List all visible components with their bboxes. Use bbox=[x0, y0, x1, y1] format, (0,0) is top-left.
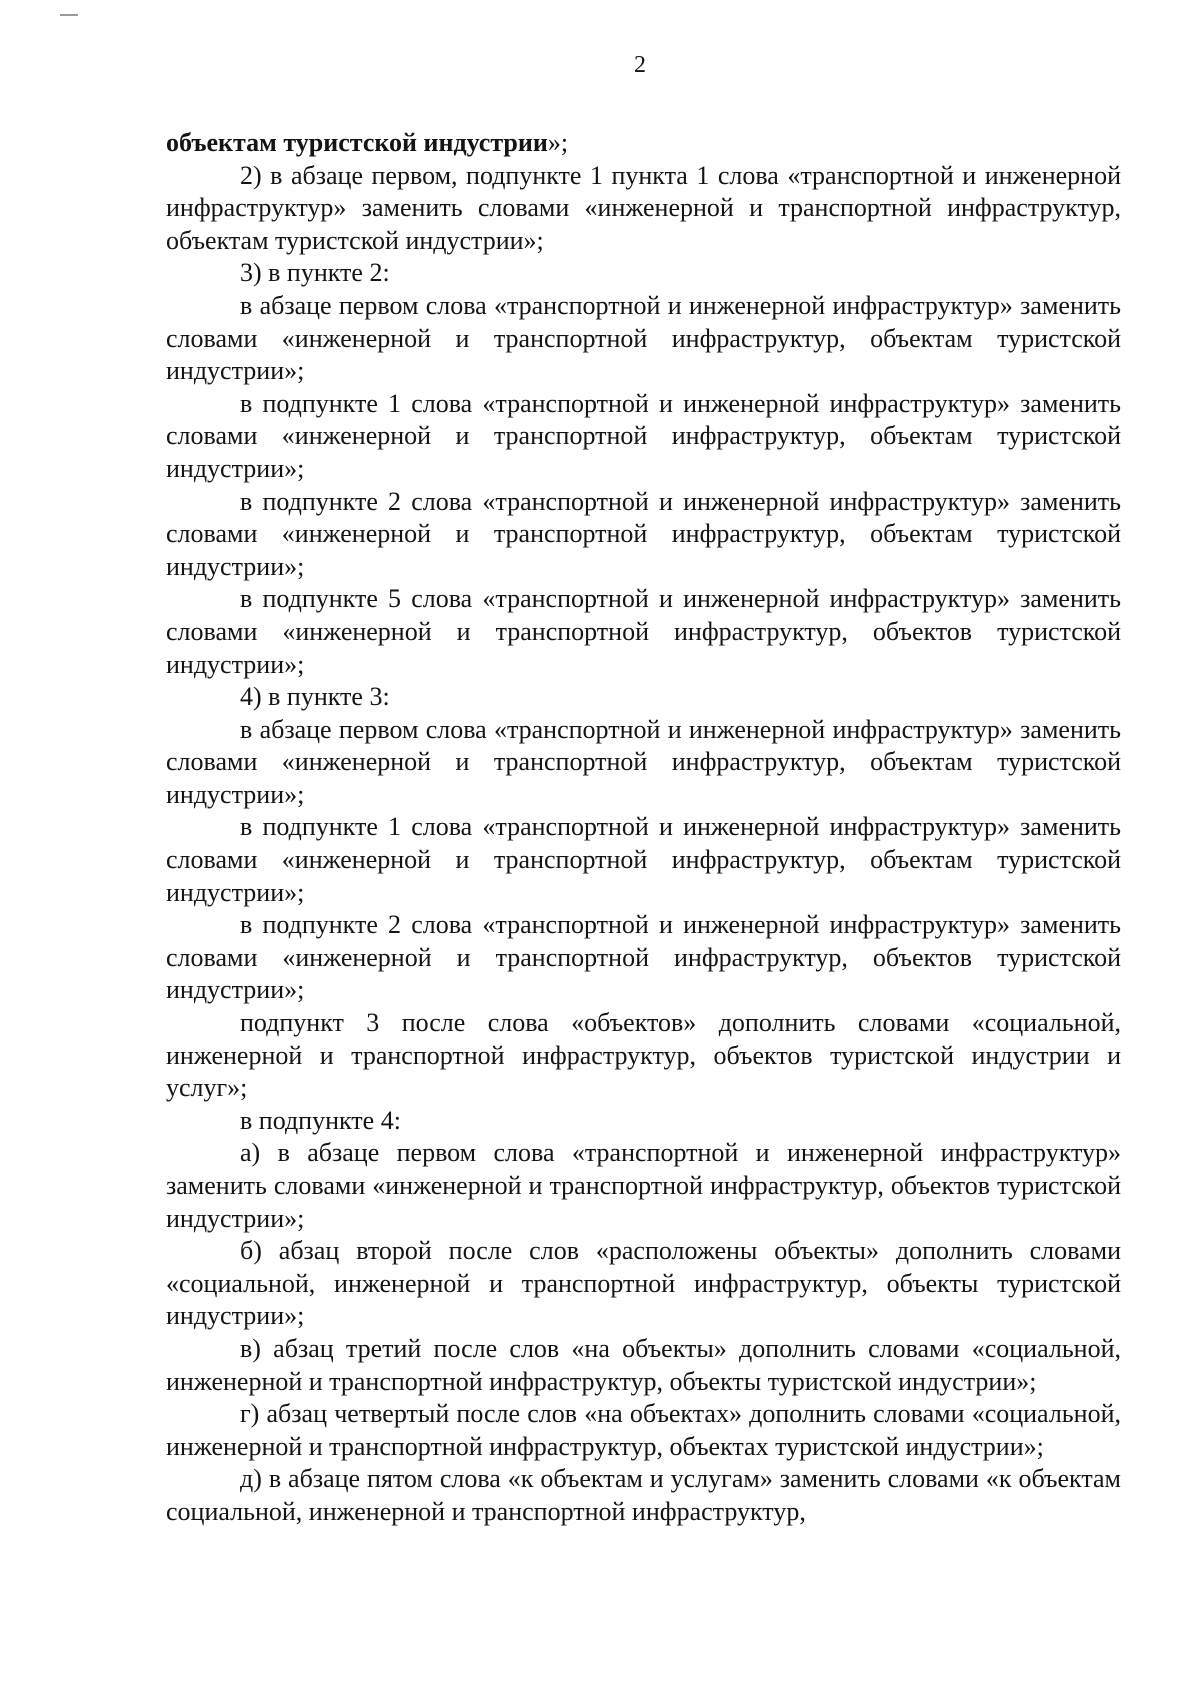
paragraph: в подпункте 2 слова «транспортной и инженерной инфраструктур» заменить словами «инженерной и транспортной инфраструктур, объектов туристской индустрии»; bbox=[166, 910, 1121, 1005]
paragraph: в подпункте 1 слова «транспортной и инженерной инфраструктур» заменить словами «инженерной и транспортной инфраструктур, объектам туристской индустрии»; bbox=[166, 388, 1121, 483]
paragraph: б) абзац второй после слов «расположены объекты» дополнить словами «социальной, инженерной и транспортной инфраструктур, объекты туристской индустрии»; bbox=[166, 1236, 1121, 1331]
paragraph: 3) в пункте 2: bbox=[240, 258, 390, 288]
paragraph: г) абзац четвертый после слов «на объектах» дополнить словами «социальной, инженерной и транспортной инфраструктур, объектах туристской индустрии»; bbox=[166, 1399, 1121, 1461]
lead-paragraph bbox=[166, 127, 1121, 160]
paragraph: в абзаце первом слова «транспортной и инженерной инфраструктур» заменить словами «инженерной и транспортной инфраструктур, объектам туристской индустрии»; bbox=[166, 714, 1121, 809]
paragraph: в подпункте 4: bbox=[240, 1105, 401, 1135]
paragraph: в подпункте 1 слова «транспортной и инженерной инфраструктур» заменить словами «инженерной и транспортной инфраструктур, объектам туристской индустрии»; bbox=[166, 812, 1121, 907]
page-number: 2 bbox=[634, 52, 646, 78]
paragraph: в абзаце первом слова «транспортной и инженерной инфраструктур» заменить словами «инженерной и транспортной инфраструктур, объектам туристской индустрии»; bbox=[166, 290, 1121, 386]
paragraph: в подпункте 5 слова «транспортной и инженерной инфраструктур» заменить словами «инженерной и транспортной инфраструктур, объектов туристской индустрии»; bbox=[166, 584, 1121, 679]
paragraph: подпункт 3 после слова «объектов» дополнить словами «социальной, инженерной и транспортной инфраструктур, объектов туристской индустрии и услуг»; bbox=[166, 1008, 1121, 1103]
paragraph: а) в абзаце первом слова «транспортной и инженерной инфраструктур» заменить словами «инженерной и транспортной инфраструктур, объектов туристской индустрии»; bbox=[166, 1138, 1121, 1233]
lead-tail-text: »; bbox=[547, 128, 569, 157]
paragraph: 2) в абзаце первом, подпункте 1 пункта 1 слова «транспортной и инженерной инфраструктур» заменить словами «инженерной и транспортной инфраструктур, объектам туристской индустрии»; bbox=[166, 160, 1121, 255]
scan-artifact bbox=[60, 14, 78, 16]
paragraph: 4) в пункте 3: bbox=[240, 682, 390, 712]
paragraph: д) в абзаце пятом слова «к объектам и услугам» заменить словами «к объектам социальной, инженерной и транспортной инфраструктур, bbox=[166, 1464, 1121, 1526]
document-body bbox=[166, 127, 1121, 1529]
paragraph: в подпункте 2 слова «транспортной и инженерной инфраструктур» заменить словами «инженерной и транспортной инфраструктур, объектам туристской индустрии»; bbox=[166, 486, 1121, 581]
lead-bold-text: объектам туристской индустрии bbox=[166, 128, 548, 157]
paragraph: в) абзац третий после слов «на объекты» дополнить словами «социальной, инженерной и транспортной инфраструктур, объекты туристской индустрии»; bbox=[166, 1333, 1121, 1396]
